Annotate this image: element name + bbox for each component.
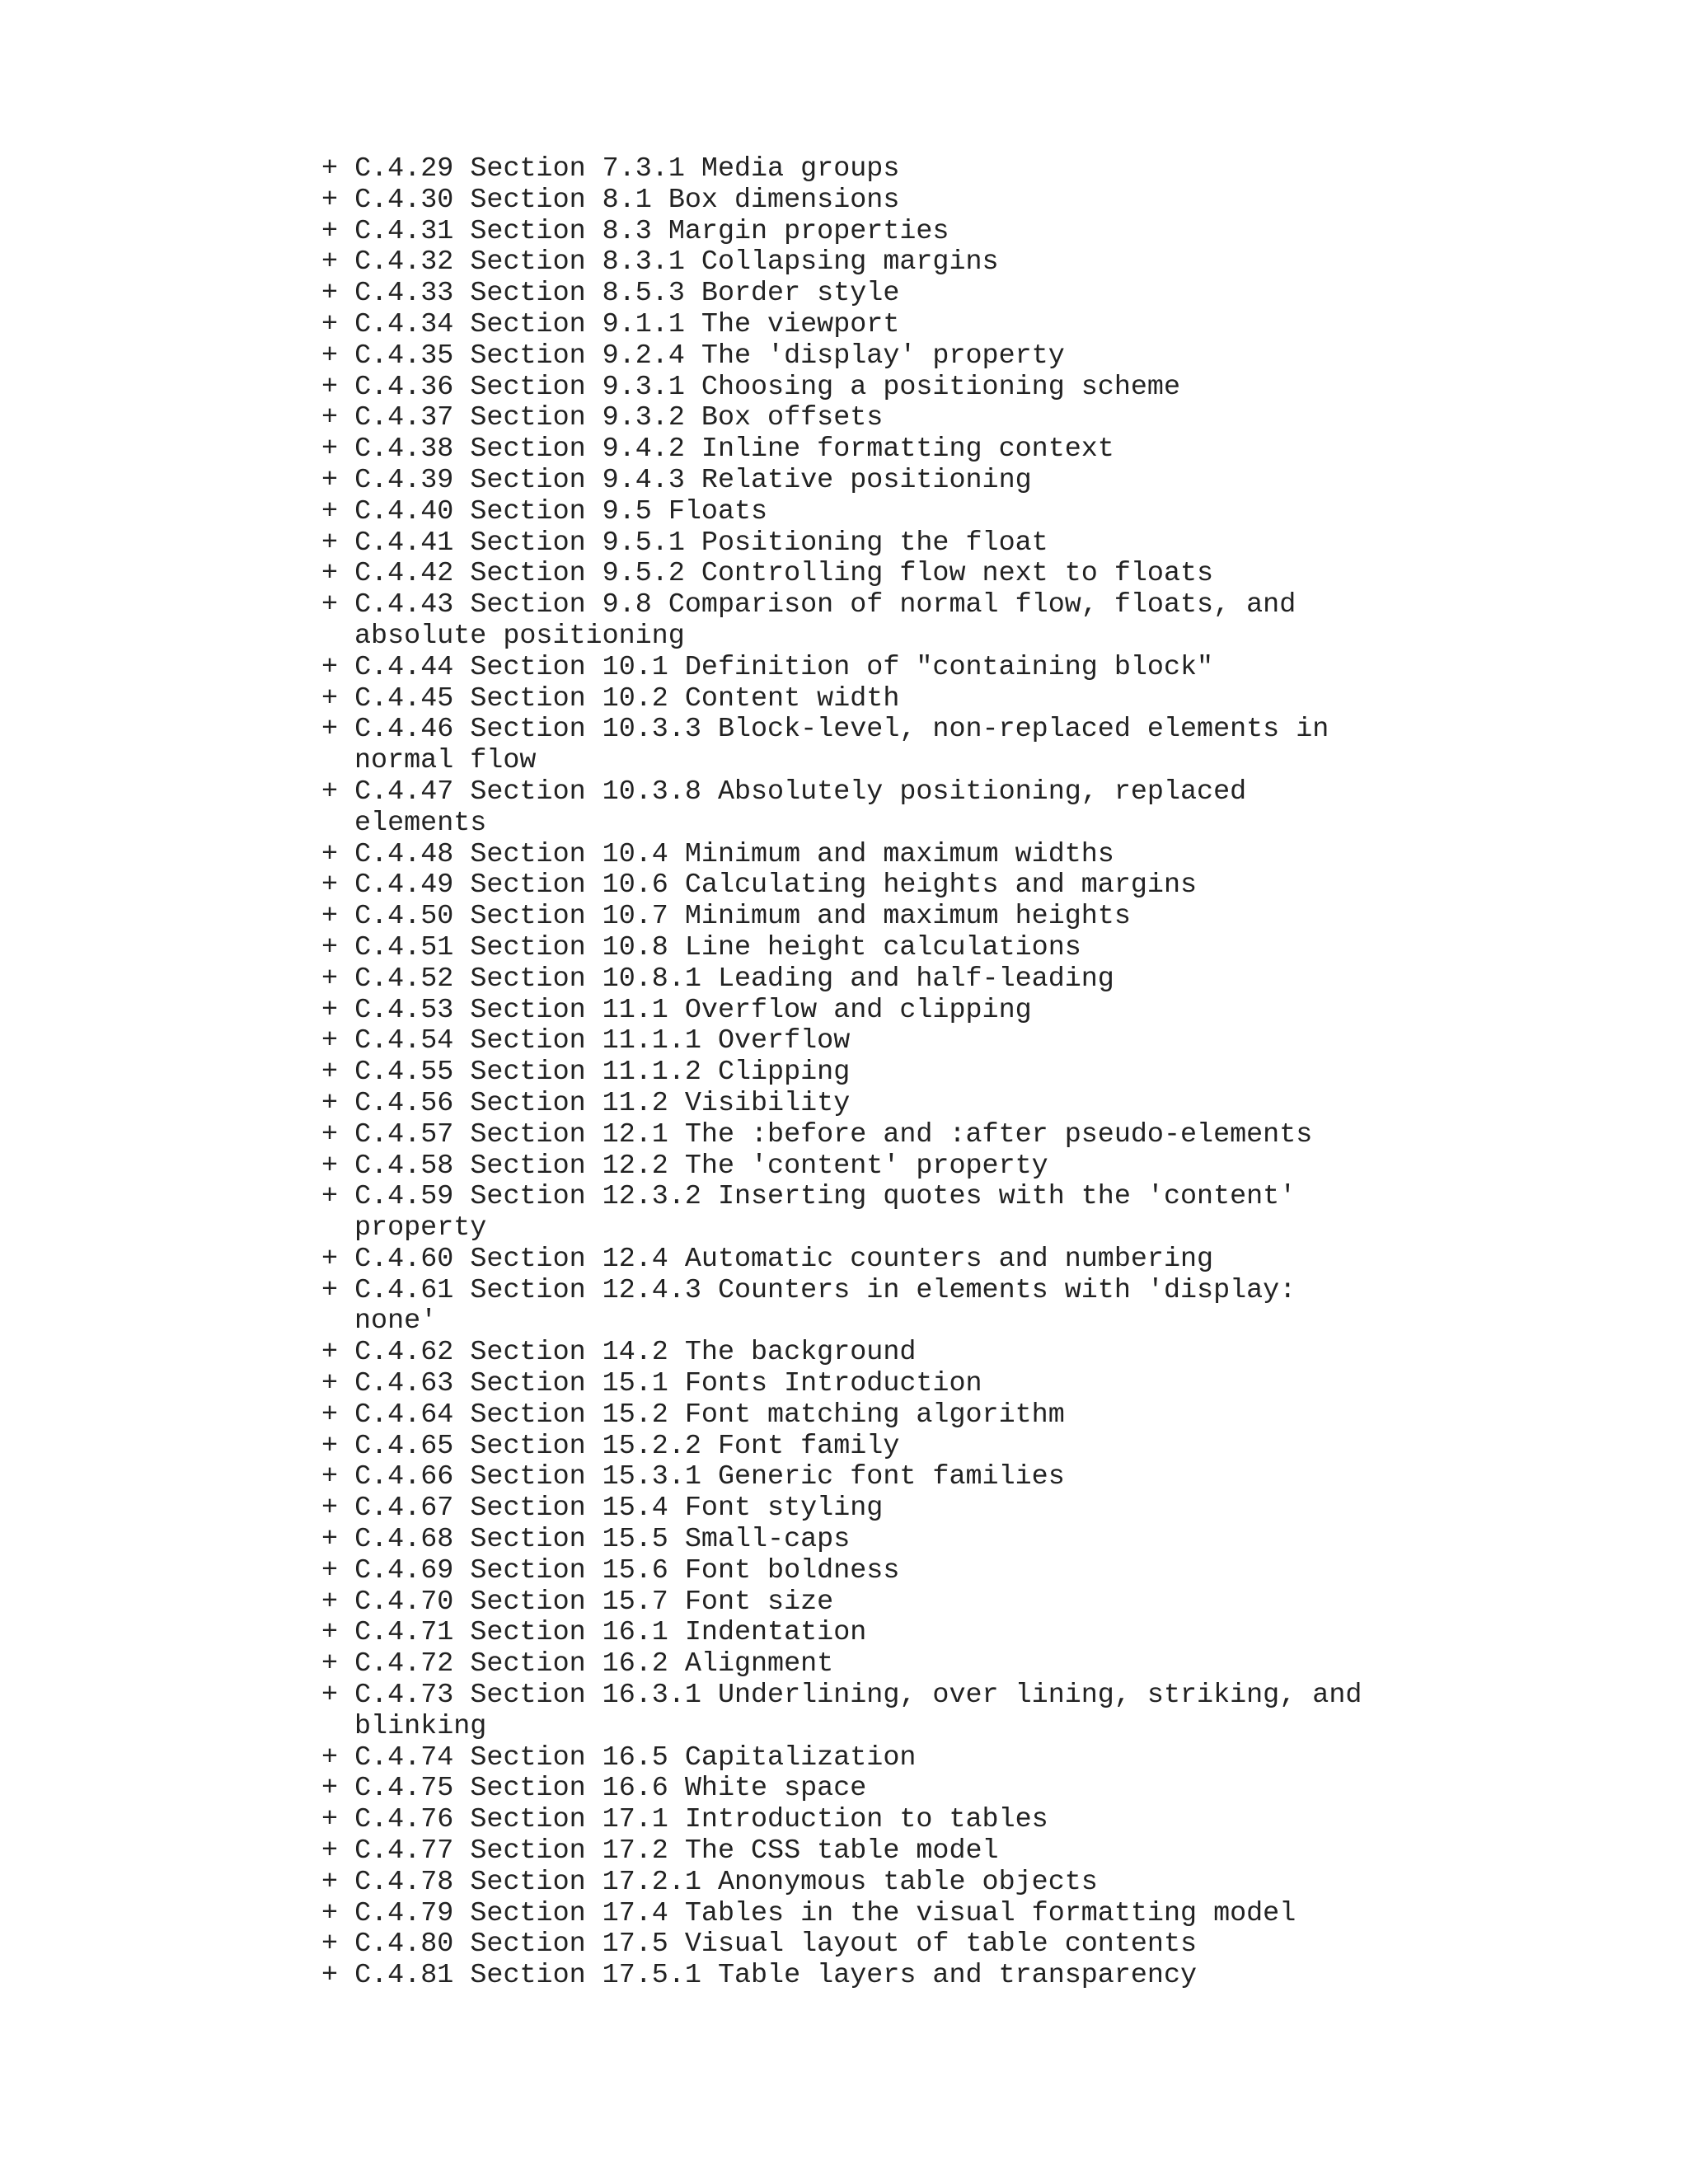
list-item: [321, 715, 1362, 777]
item-number: C.4.70: [354, 1586, 454, 1618]
item-text: Section 9.5.1 Positioning the float: [470, 527, 1048, 559]
item-number: C.4.65: [354, 1430, 454, 1462]
item-number: C.4.74: [354, 1741, 454, 1774]
list-item-line: [321, 684, 1362, 715]
list-item: [321, 1057, 1362, 1089]
item-text-continuation: absolute positioning: [354, 620, 685, 652]
item-number: C.4.66: [354, 1461, 454, 1493]
item-text: Section 10.1 Definition of "containing block": [470, 651, 1214, 683]
list-item: [321, 528, 1362, 560]
item-text: Section 9.5.2 Controlling flow next to floats: [470, 558, 1214, 590]
bullet-marker: +: [321, 1118, 339, 1151]
list-item-line: [321, 1493, 1362, 1525]
item-text-continuation: blinking: [354, 1710, 487, 1742]
item-text: Section 17.1 Introduction to tables: [470, 1804, 1048, 1836]
item-text: Section 12.2 The 'content' property: [470, 1150, 1048, 1182]
item-number: C.4.45: [354, 682, 454, 715]
list-item: [321, 1961, 1362, 1992]
bullet-marker: +: [321, 184, 339, 216]
section-list: [321, 154, 1362, 1992]
list-item: [321, 1929, 1362, 1961]
item-number: C.4.67: [354, 1493, 454, 1525]
item-number: C.4.69: [354, 1554, 454, 1586]
item-text: Section 11.1.2 Clipping: [470, 1057, 851, 1089]
list-item: [321, 1089, 1362, 1120]
bullet-marker: +: [321, 589, 339, 621]
item-number: C.4.34: [354, 308, 454, 340]
list-item: [321, 466, 1362, 497]
list-item-line: [321, 403, 1362, 434]
item-text: Section 10.6 Calculating heights and margins: [470, 869, 1198, 902]
item-text: Section 9.5 Floats: [470, 495, 768, 527]
list-item-line: [321, 1618, 1362, 1649]
list-item: [321, 341, 1362, 373]
item-number: C.4.59: [354, 1181, 454, 1213]
list-item-line: [321, 559, 1362, 590]
item-text: Section 17.4 Tables in the visual formatting model: [470, 1897, 1296, 1929]
list-item: [321, 1868, 1362, 1899]
item-text: Section 15.2.2 Font family: [470, 1430, 900, 1462]
list-item-line: [321, 279, 1362, 310]
list-item-line: [321, 1868, 1362, 1899]
item-text: Section 9.4.2 Inline formatting context: [470, 434, 1114, 466]
list-item: [321, 247, 1362, 279]
bullet-marker: +: [321, 838, 339, 870]
list-item-line: [321, 1276, 1362, 1307]
item-number: C.4.33: [354, 278, 454, 310]
bullet-marker: +: [321, 340, 339, 372]
bullet-marker: +: [321, 1461, 339, 1493]
list-item: [321, 840, 1362, 871]
item-text: Section 12.1 The :before and :after pseudo-elements: [470, 1118, 1313, 1151]
list-item-line: [321, 1151, 1362, 1183]
item-number: C.4.49: [354, 869, 454, 902]
list-item: [321, 1432, 1362, 1463]
bullet-marker: +: [321, 1493, 339, 1525]
list-item: [321, 902, 1362, 933]
list-item: [321, 185, 1362, 217]
list-item-line: [321, 1026, 1362, 1057]
bullet-marker: +: [321, 869, 339, 902]
bullet-marker: +: [321, 1399, 339, 1431]
item-number: C.4.80: [354, 1929, 454, 1961]
list-item-line: [321, 590, 1362, 621]
item-text: Section 8.3 Margin properties: [470, 215, 950, 247]
bullet-marker: +: [321, 1835, 339, 1868]
bullet-marker: +: [321, 215, 339, 247]
list-item: [321, 403, 1362, 434]
item-text: Section 10.3.3 Block-level, non-replaced elements in: [470, 714, 1329, 746]
bullet-marker: +: [321, 931, 339, 963]
item-number: C.4.72: [354, 1648, 454, 1680]
list-item-line: [321, 653, 1362, 684]
item-text: Section 16.1 Indentation: [470, 1617, 867, 1649]
list-item-line: [321, 1836, 1362, 1868]
bullet-marker: +: [321, 714, 339, 746]
item-text: Section 7.3.1 Media groups: [470, 153, 900, 185]
item-number: C.4.42: [354, 558, 454, 590]
list-item-line: [321, 996, 1362, 1027]
list-item: [321, 590, 1362, 653]
bullet-marker: +: [321, 1524, 339, 1556]
item-text: Section 9.4.3 Relative positioning: [470, 464, 1032, 496]
bullet-marker: +: [321, 558, 339, 590]
list-item: [321, 1680, 1362, 1743]
list-item-line: [321, 1182, 1362, 1213]
item-number: C.4.40: [354, 495, 454, 527]
item-number: C.4.63: [354, 1368, 454, 1400]
bullet-marker: +: [321, 1150, 339, 1182]
list-item-line: [321, 434, 1362, 466]
bullet-marker: +: [321, 1741, 339, 1774]
item-number: C.4.32: [354, 246, 454, 279]
list-item: [321, 1369, 1362, 1400]
bullet-marker: +: [321, 776, 339, 808]
list-item-line: [321, 715, 1362, 746]
item-text: Section 10.8 Line height calculations: [470, 931, 1081, 963]
item-text: Section 15.3.1 Generic font families: [470, 1461, 1065, 1493]
list-item: [321, 559, 1362, 590]
item-number: C.4.62: [354, 1337, 454, 1369]
list-item: [321, 933, 1362, 964]
item-number: C.4.75: [354, 1773, 454, 1805]
list-item-line: [321, 217, 1362, 248]
item-text: Section 15.7 Font size: [470, 1586, 834, 1618]
item-text: Section 8.3.1 Collapsing margins: [470, 246, 999, 279]
item-text: Section 12.4 Automatic counters and numbering: [470, 1243, 1214, 1275]
item-number: C.4.81: [354, 1960, 454, 1992]
bullet-marker: +: [321, 434, 339, 466]
item-number: C.4.35: [354, 340, 454, 372]
bullet-marker: +: [321, 1897, 339, 1929]
list-item: [321, 1774, 1362, 1805]
list-item: [321, 996, 1362, 1027]
list-item-line: [321, 777, 1362, 808]
item-text: Section 10.8.1 Leading and half-leading: [470, 963, 1114, 995]
list-item: [321, 310, 1362, 341]
list-item: [321, 1276, 1362, 1338]
list-item-line: [321, 1057, 1362, 1089]
bullet-marker: +: [321, 402, 339, 434]
item-text: Section 17.5.1 Table layers and transparency: [470, 1960, 1198, 1992]
bullet-marker: +: [321, 1274, 339, 1306]
list-item-line: [321, 1120, 1362, 1151]
list-item: [321, 1244, 1362, 1276]
list-item: [321, 1026, 1362, 1057]
item-number: C.4.58: [354, 1150, 454, 1182]
item-text: Section 8.5.3 Border style: [470, 278, 900, 310]
item-number: C.4.30: [354, 184, 454, 216]
list-item: [321, 1182, 1362, 1244]
item-number: C.4.29: [354, 153, 454, 185]
item-text: Section 9.2.4 The 'display' property: [470, 340, 1065, 372]
item-number: C.4.48: [354, 838, 454, 870]
list-item: [321, 373, 1362, 404]
list-item-line: [321, 1680, 1362, 1712]
item-text: Section 11.1 Overflow and clipping: [470, 994, 1032, 1026]
item-number: C.4.60: [354, 1243, 454, 1275]
item-number: C.4.44: [354, 651, 454, 683]
bullet-marker: +: [321, 1057, 339, 1089]
list-item-line: [321, 1462, 1362, 1493]
item-number: C.4.46: [354, 714, 454, 746]
item-number: C.4.54: [354, 1025, 454, 1057]
list-item-line: [321, 840, 1362, 871]
bullet-marker: +: [321, 1866, 339, 1898]
list-item-line: [321, 1556, 1362, 1587]
list-item-line: [321, 1929, 1362, 1961]
item-text-continuation: none': [354, 1305, 438, 1338]
list-item: [321, 1805, 1362, 1836]
list-item: [321, 434, 1362, 466]
list-item-line: [321, 1400, 1362, 1432]
item-text: Section 10.3.8 Absolutely positioning, replaced: [470, 776, 1247, 808]
item-number: C.4.77: [354, 1835, 454, 1868]
bullet-marker: +: [321, 1087, 339, 1119]
bullet-marker: +: [321, 1586, 339, 1618]
list-item: [321, 964, 1362, 996]
list-item-line: [321, 341, 1362, 373]
list-item: [321, 1151, 1362, 1183]
list-item: [321, 1400, 1362, 1432]
bullet-marker: +: [321, 1617, 339, 1649]
item-text-continuation: property: [354, 1212, 487, 1244]
bullet-marker: +: [321, 1648, 339, 1680]
bullet-marker: +: [321, 1804, 339, 1836]
bullet-marker: +: [321, 994, 339, 1026]
item-number: C.4.51: [354, 931, 454, 963]
item-text: Section 15.6 Font boldness: [470, 1554, 900, 1586]
item-text: Section 15.2 Font matching algorithm: [470, 1399, 1065, 1431]
list-item-line: [321, 310, 1362, 341]
list-item: [321, 1618, 1362, 1649]
list-item: [321, 1462, 1362, 1493]
bullet-marker: +: [321, 1773, 339, 1805]
list-item-line: [321, 902, 1362, 933]
item-number: C.4.56: [354, 1087, 454, 1119]
list-item-line: [321, 373, 1362, 404]
list-item-line: [321, 1338, 1362, 1369]
item-number: C.4.41: [354, 527, 454, 559]
item-number: C.4.57: [354, 1118, 454, 1151]
list-item-line: [321, 466, 1362, 497]
item-text: Section 15.4 Font styling: [470, 1493, 884, 1525]
list-item: [321, 777, 1362, 840]
bullet-marker: +: [321, 371, 339, 403]
bullet-marker: +: [321, 1960, 339, 1992]
item-number: C.4.37: [354, 402, 454, 434]
bullet-marker: +: [321, 527, 339, 559]
item-text: Section 8.1 Box dimensions: [470, 184, 900, 216]
item-text: Section 16.6 White space: [470, 1773, 867, 1805]
item-number: C.4.38: [354, 434, 454, 466]
list-item-line: [321, 1743, 1362, 1774]
item-text: Section 9.8 Comparison of normal flow, floats, and: [470, 589, 1296, 621]
list-item: [321, 1525, 1362, 1556]
bullet-marker: +: [321, 1929, 339, 1961]
item-text: Section 11.2 Visibility: [470, 1087, 851, 1119]
bullet-marker: +: [321, 1337, 339, 1369]
list-item: [321, 1899, 1362, 1930]
bullet-marker: +: [321, 464, 339, 496]
item-text: Section 17.2.1 Anonymous table objects: [470, 1866, 1098, 1898]
item-number: C.4.76: [354, 1804, 454, 1836]
list-item: [321, 497, 1362, 528]
list-item-line: [321, 528, 1362, 560]
bullet-marker: +: [321, 1025, 339, 1057]
bullet-marker: +: [321, 963, 339, 995]
list-item: [321, 1836, 1362, 1868]
list-item: [321, 279, 1362, 310]
item-text: Section 15.1 Fonts Introduction: [470, 1368, 982, 1400]
item-text-continuation: elements: [354, 807, 487, 839]
item-text: Section 16.3.1 Underlining, over lining, striking, and: [470, 1680, 1362, 1712]
list-item-line: [321, 1649, 1362, 1680]
list-item-line: [321, 1899, 1362, 1930]
item-text: Section 16.5 Capitalization: [470, 1741, 917, 1774]
item-text: Section 9.3.1 Choosing a positioning scheme: [470, 371, 1180, 403]
list-item: [321, 1493, 1362, 1525]
item-number: C.4.36: [354, 371, 454, 403]
bullet-marker: +: [321, 682, 339, 715]
item-number: C.4.61: [354, 1274, 454, 1306]
bullet-marker: +: [321, 1680, 339, 1712]
list-item-line: [321, 1089, 1362, 1120]
list-item-line: [321, 1961, 1362, 1992]
bullet-marker: +: [321, 1243, 339, 1275]
item-text: Section 14.2 The background: [470, 1337, 917, 1369]
item-text: Section 12.4.3 Counters in elements with 'display:: [470, 1274, 1296, 1306]
item-text: Section 10.4 Minimum and maximum widths: [470, 838, 1114, 870]
list-item-line: [321, 1587, 1362, 1619]
list-item: [321, 154, 1362, 185]
list-item-line: [321, 1525, 1362, 1556]
list-item-line: [321, 497, 1362, 528]
item-number: C.4.39: [354, 464, 454, 496]
item-text: Section 11.1.1 Overflow: [470, 1025, 851, 1057]
item-number: C.4.53: [354, 994, 454, 1026]
item-text: Section 15.5 Small-caps: [470, 1524, 851, 1556]
list-item: [321, 1556, 1362, 1587]
list-item-line: [321, 1805, 1362, 1836]
item-text: Section 9.3.2 Box offsets: [470, 402, 884, 434]
item-text: Section 16.2 Alignment: [470, 1648, 834, 1680]
item-number: C.4.64: [354, 1399, 454, 1431]
list-item: [321, 1649, 1362, 1680]
list-item-line: [321, 870, 1362, 902]
bullet-marker: +: [321, 651, 339, 683]
list-item: [321, 1120, 1362, 1151]
item-number: C.4.31: [354, 215, 454, 247]
item-number: C.4.52: [354, 963, 454, 995]
bullet-marker: +: [321, 1181, 339, 1213]
bullet-marker: +: [321, 1554, 339, 1586]
list-item-line: [321, 1774, 1362, 1805]
bullet-marker: +: [321, 901, 339, 933]
bullet-marker: +: [321, 1430, 339, 1462]
item-text: Section 17.5 Visual layout of table contents: [470, 1929, 1198, 1961]
item-number: C.4.71: [354, 1617, 454, 1649]
item-number: C.4.55: [354, 1057, 454, 1089]
list-item: [321, 653, 1362, 684]
bullet-marker: +: [321, 1368, 339, 1400]
bullet-marker: +: [321, 495, 339, 527]
item-number: C.4.50: [354, 901, 454, 933]
item-text: Section 17.2 The CSS table model: [470, 1835, 999, 1868]
list-item-line: [321, 185, 1362, 217]
list-item: [321, 1587, 1362, 1619]
list-item: [321, 684, 1362, 715]
item-number: C.4.73: [354, 1680, 454, 1712]
list-item-line: [321, 154, 1362, 185]
item-text-continuation: normal flow: [354, 745, 537, 777]
list-item-line: [321, 933, 1362, 964]
item-number: C.4.68: [354, 1524, 454, 1556]
bullet-marker: +: [321, 246, 339, 279]
item-text: Section 10.7 Minimum and maximum heights: [470, 901, 1131, 933]
item-text: Section 12.3.2 Inserting quotes with the 'content': [470, 1181, 1296, 1213]
list-item-line: [321, 247, 1362, 279]
list-item: [321, 1743, 1362, 1774]
item-number: C.4.47: [354, 776, 454, 808]
bullet-marker: +: [321, 278, 339, 310]
item-text: Section 9.1.1 The viewport: [470, 308, 900, 340]
list-item-line: [321, 964, 1362, 996]
list-item: [321, 870, 1362, 902]
list-item-line: [321, 1369, 1362, 1400]
list-item: [321, 217, 1362, 248]
item-number: C.4.79: [354, 1897, 454, 1929]
list-item-line: [321, 1432, 1362, 1463]
bullet-marker: +: [321, 308, 339, 340]
item-number: C.4.43: [354, 589, 454, 621]
list-item-line: [321, 1244, 1362, 1276]
list-item: [321, 1338, 1362, 1369]
bullet-marker: +: [321, 153, 339, 185]
item-text: Section 10.2 Content width: [470, 682, 900, 715]
item-number: C.4.78: [354, 1866, 454, 1898]
